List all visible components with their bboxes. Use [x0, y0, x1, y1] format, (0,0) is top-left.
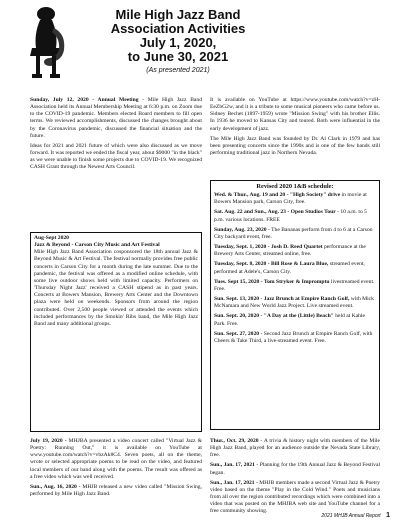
title-line: Mile High Jazz Band: [115, 7, 241, 22]
page-number: 1: [386, 512, 390, 519]
paragraph-text: - Mile High Jazz Band Association held its Annual Membership Meeting at 6:30 p.m. on Zoom due to the COVID-19 pandemic. Members elected Board members to fill open terms. We reviewed accomplishments, discussed the changes brought about by the Coronavirus pandemic, discussed the financial situation and the future.: [30, 97, 202, 139]
left-column-bottom: [30, 438, 202, 524]
paragraph-text: It is available on YouTube at https://www.youtube.com/watch?v=zH-EeZbG2w, and it is a tribute to some musical pioneers who came before us. Sidney Bechet (1897-1959) wrote "Mission Swing" with his brother Ellis. In 1936 he moved to Kansas City and toured. Both were influential in the early development of jazz.: [210, 97, 380, 132]
paragraph-lead: Sunday, July 12, 2020 - Annual Meeting: [30, 97, 139, 103]
jazz-band-logo: [20, 4, 72, 80]
title-subtitle: (As presented 2021): [146, 67, 210, 74]
title-line: Association Activities: [110, 21, 246, 36]
paragraph-lead: Sun., Jan. 17, 2021: [210, 479, 255, 486]
box-title: Jazz & Beyond - Carson City Music and Art Festival: [34, 242, 160, 249]
right-column-bottom: [210, 438, 381, 515]
paragraph-text: - Planning for the 19th Annual Jazz & Beyond Festival began.: [210, 462, 381, 476]
schedule-title: Revised 2020 1&B schedule:: [256, 183, 334, 190]
paragraph: [30, 438, 202, 481]
paragraph-lead: Sun., Jan. 17, 2021: [210, 462, 255, 469]
paragraph: [30, 484, 202, 498]
revised-schedule-box: [210, 180, 380, 430]
paragraph-text: Ideas for 2021 and 2021 future of which were also discussed as we move forward. It was reported we ended the fiscal year, about $9000 "in the black" as we were unable to finish some projects due to COVID-19. We recognized CASH Grant through the Newest Arts Council.: [30, 142, 202, 171]
box-text: Mile High Jazz Band Association cosponsored the 18th annual Jazz & Beyond Music & Art Festival. The festival normally provides free public concerts in Carson City for a month during the late summer. Due to the pandemic, the festival was offered as a modified online schedule, with some live outdoor shows held with limited capacity. Performers on 'Thursday Night Jazz' received a CASH stipend as in past years. Concerts at Bowers Mansion, Brewery Arts Center and the Downtown plaza were held on weekends. Sponsors from around the region contributed. Over 2,500 people viewed or attended the events which included performances by the Smokin' Ribs band, the Mile High Jazz Band and many additional groups.: [34, 249, 198, 327]
schedule-event: Tuesday, Sept. 8, 2020 - Bill Rose & Laura Blue, streamed event, performed at Adele's, Carson City.: [214, 261, 365, 275]
schedule-event: Sun. Sept. 20, 2020 - "A Day at the (Little) Beach" held at Kahle Park. Free.: [214, 313, 366, 327]
paragraph-text: The Mile High Jazz Band was founded by Dr. Al Clark in 1979 and has been presenting concerts since the 1990s and is one of the few bands still performing traditional jazz in Northern Nevada.: [210, 135, 380, 157]
paragraph-lead: Thur., Oct. 29, 2020: [210, 438, 259, 444]
schedule-event: Sun. Sept. 27, 2020 - Second Jazz Brunch at Empire Ranch Golf, with Cheers & Take Third, a live-streamed event. Free.: [214, 330, 373, 344]
page-footer: [250, 512, 390, 519]
paragraph: [210, 462, 380, 476]
paragraph-text: MHJBA presented a video concert called "Virtual Jazz & Poetry: Running Out," it is available on YouTube at www.youtube.com/watch?v=vbzAk8C4. Seven poets, all on the theme, wrote or selected appropriate poems to be read on the video, and featured local members of our band along with the poems. The result was offered as a free video which was well received.: [30, 438, 202, 480]
title-line: July 1, 2020,: [139, 35, 217, 50]
page-title: [78, 8, 278, 76]
paragraph: [30, 143, 202, 172]
paragraph-lead: July 19, 2020 -: [30, 438, 69, 444]
paragraph: [30, 97, 202, 140]
paragraph: [210, 438, 380, 459]
title-line: to June 30, 2021: [127, 49, 229, 64]
paragraph: [210, 480, 380, 516]
footer-text: 2021 MHJB Annual Report: [321, 513, 381, 519]
schedule-event: Sunday, Aug. 23, 2020 - The Bananas perform from 4 to 6 at a Carson City backyard event, free.: [214, 226, 373, 240]
box-lead: Aug-Sept 2020: [34, 235, 69, 241]
schedule-event: Sat. Aug. 22 and Sun., Aug. 23 - Open Studios Tour - 10 a.m. to 5 p.m. various locations. FREE: [214, 209, 367, 223]
paragraph-text: - A trivia & history night with members of the Mile High Jazz Band, played for an audience outside the Nevada State Library, free.: [210, 438, 380, 459]
schedule-event: Tuesday, Sept. 1, 2020 - Josh D. Reed Quartet performance at the Brewery Arts Center, streamed online, free.: [214, 244, 366, 258]
schedule-event: Sun. Sept. 13, 2020 - Jazz Brunch at Empire Ranch Golf, with Mick McNamara and New World Jazz Project. Live streamed event.: [214, 296, 374, 310]
paragraph-text: - MHJB members made a second Virtual Jazz & Poetry video based on the theme "Play in the Cold Wind." Poets and musicians from all over the region contributed recordings which were combined into a video that was posted on the MHJBA web site and YouTube channel for a free community showing.: [210, 479, 380, 515]
jazz-beyond-box: [30, 232, 202, 432]
left-column-top: [30, 97, 202, 225]
schedule-event: Tues. Sept 15, 2020 - Tom Stryker & Impromptu livestreamed event. Free.: [214, 278, 375, 292]
paragraph-lead: Sun., Aug. 16, 2020: [30, 483, 77, 490]
schedule-event: Wed. & Thur., Aug. 19 and 20 - "High Society" drive in movie at Bowers Mansion park, Carson City, free.: [214, 192, 367, 206]
paragraph: [210, 97, 380, 133]
paragraph: [210, 136, 380, 157]
right-column-top: [210, 97, 380, 177]
paragraph-text: - MHJB released a new video called "Mission Swing, performed by Mile High Jazz Band.: [30, 483, 202, 498]
